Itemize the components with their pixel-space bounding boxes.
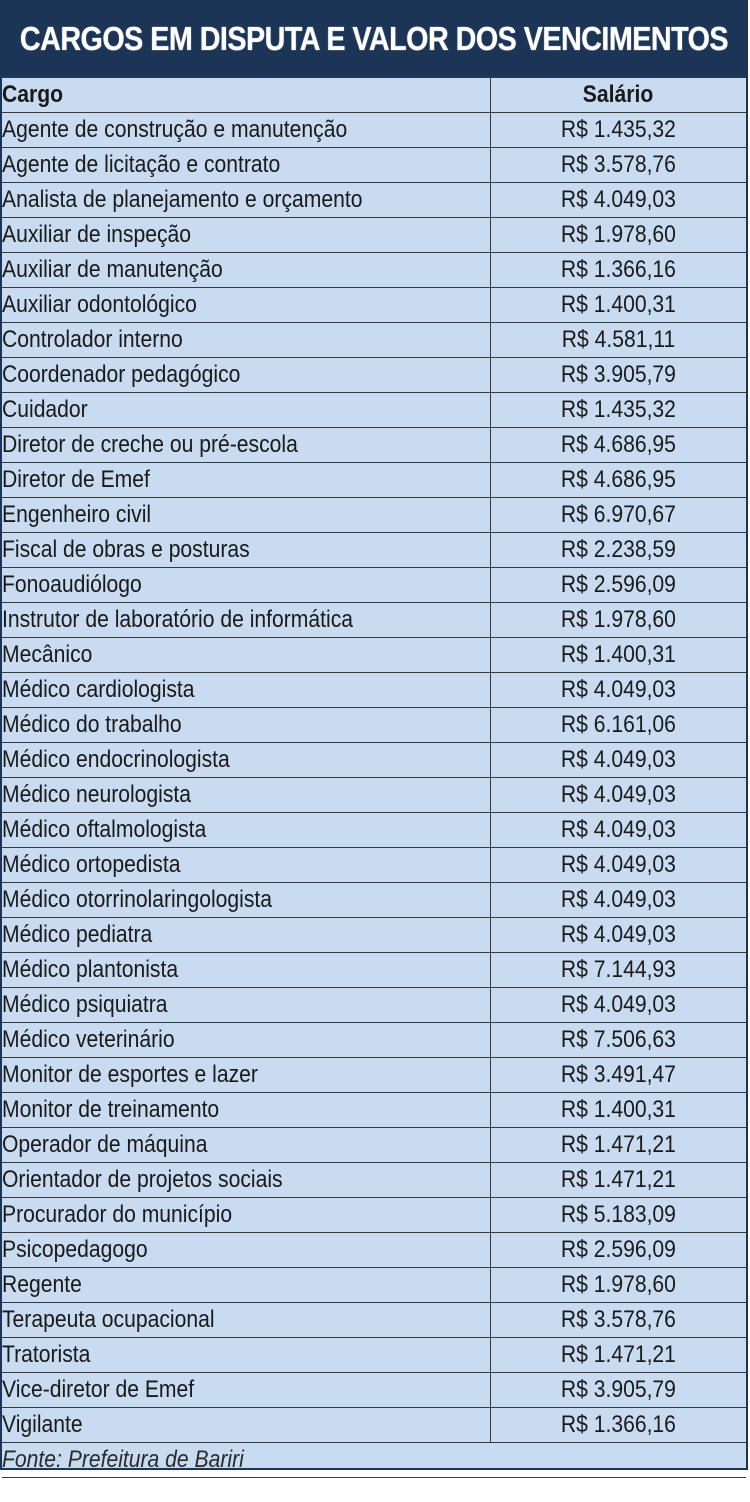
salario-cell: R$ 7.144,93 — [490, 953, 746, 988]
salario-cell: R$ 3.578,76 — [490, 148, 746, 183]
table-row — [2, 603, 746, 638]
cargo-cell: Instrutor de laboratório de informática — [2, 603, 490, 638]
cargo-cell: Médico do trabalho — [2, 708, 490, 743]
cargo-cell: Engenheiro civil — [2, 498, 490, 533]
table-row — [2, 113, 746, 148]
cargo-cell: Fiscal de obras e posturas — [2, 533, 490, 568]
table-row — [2, 323, 746, 358]
source-row — [2, 1443, 746, 1478]
salario-cell: R$ 1.471,21 — [490, 1128, 746, 1163]
table-row — [2, 1128, 746, 1163]
cargo-cell: Monitor de treinamento — [2, 1093, 490, 1128]
table-row — [2, 253, 746, 288]
salario-cell: R$ 4.049,03 — [490, 848, 746, 883]
salario-cell: R$ 1.471,21 — [490, 1338, 746, 1373]
salario-cell: R$ 3.491,47 — [490, 1058, 746, 1093]
cargo-cell: Médico endocrinologista — [2, 743, 490, 778]
salario-cell: R$ 1.471,21 — [490, 1163, 746, 1198]
cargo-cell: Auxiliar odontológico — [2, 288, 490, 323]
salario-cell: R$ 3.905,79 — [490, 358, 746, 393]
cargo-cell: Agente de licitação e contrato — [2, 148, 490, 183]
cargo-cell: Agente de construção e manutenção — [2, 113, 490, 148]
salario-cell: R$ 7.506,63 — [490, 1023, 746, 1058]
salario-cell: R$ 4.049,03 — [490, 813, 746, 848]
salario-cell: R$ 4.049,03 — [490, 673, 746, 708]
salario-cell: R$ 4.581,11 — [490, 323, 746, 358]
cargo-cell: Auxiliar de inspeção — [2, 218, 490, 253]
table-row — [2, 708, 746, 743]
cargo-cell: Cuidador — [2, 393, 490, 428]
table-row — [2, 428, 746, 463]
cargo-cell: Médico pediatra — [2, 918, 490, 953]
table-row — [2, 638, 746, 673]
salario-cell: R$ 4.049,03 — [490, 183, 746, 218]
cargo-cell: Fonoaudiólogo — [2, 568, 490, 603]
cargo-cell: Médico otorrinolaringologista — [2, 883, 490, 918]
salario-cell: R$ 1.435,32 — [490, 393, 746, 428]
salario-cell: R$ 4.049,03 — [490, 743, 746, 778]
cargo-cell: Vigilante — [2, 1408, 490, 1443]
table-row — [2, 1373, 746, 1408]
salario-cell: R$ 4.049,03 — [490, 988, 746, 1023]
salario-cell: R$ 1.366,16 — [490, 1408, 746, 1443]
cargo-cell: Procurador do município — [2, 1198, 490, 1233]
cargo-cell: Médico veterinário — [2, 1023, 490, 1058]
cargo-cell: Controlador interno — [2, 323, 490, 358]
table-row — [2, 883, 746, 918]
cargo-cell: Operador de máquina — [2, 1128, 490, 1163]
salario-cell: R$ 4.686,95 — [490, 428, 746, 463]
table-row — [2, 918, 746, 953]
table-row — [2, 498, 746, 533]
table-row — [2, 1408, 746, 1443]
salario-cell: R$ 1.400,31 — [490, 638, 746, 673]
table-row — [2, 1233, 746, 1268]
table-row — [2, 988, 746, 1023]
table-row — [2, 393, 746, 428]
salary-table — [2, 78, 746, 1478]
cargo-cell: Diretor de creche ou pré-escola — [2, 428, 490, 463]
source-note: Fonte: Prefeitura de Bariri — [2, 1443, 746, 1478]
table-row — [2, 673, 746, 708]
table-row — [2, 463, 746, 498]
salario-cell: R$ 1.400,31 — [490, 288, 746, 323]
table-row — [2, 183, 746, 218]
cargo-cell: Médico cardiologista — [2, 673, 490, 708]
cargo-cell: Orientador de projetos sociais — [2, 1163, 490, 1198]
table-row — [2, 848, 746, 883]
table-row — [2, 218, 746, 253]
table-title: CARGOS EM DISPUTA E VALOR DOS VENCIMENTOS — [19, 20, 729, 57]
salario-cell: R$ 2.596,09 — [490, 1233, 746, 1268]
salario-cell: R$ 1.978,60 — [490, 603, 746, 638]
salario-cell: R$ 6.161,06 — [490, 708, 746, 743]
table-row — [2, 813, 746, 848]
cargo-cell: Diretor de Emef — [2, 463, 490, 498]
table-header-row — [2, 78, 746, 113]
table-row — [2, 1023, 746, 1058]
cargo-cell: Auxiliar de manutenção — [2, 253, 490, 288]
salario-cell: R$ 4.049,03 — [490, 918, 746, 953]
cargo-cell: Monitor de esportes e lazer — [2, 1058, 490, 1093]
cargo-cell: Médico psiquiatra — [2, 988, 490, 1023]
table-row — [2, 1198, 746, 1233]
table-row — [2, 1163, 746, 1198]
salario-cell: R$ 6.970,67 — [490, 498, 746, 533]
salario-cell: R$ 2.238,59 — [490, 533, 746, 568]
table-row — [2, 953, 746, 988]
salario-cell: R$ 1.978,60 — [490, 218, 746, 253]
salario-cell: R$ 4.686,95 — [490, 463, 746, 498]
cargo-cell: Médico plantonista — [2, 953, 490, 988]
title-bar — [2, 2, 746, 78]
salario-cell: R$ 1.366,16 — [490, 253, 746, 288]
cargo-cell: Médico neurologista — [2, 778, 490, 813]
table-row — [2, 1093, 746, 1128]
cargo-cell: Analista de planejamento e orçamento — [2, 183, 490, 218]
table-row — [2, 1338, 746, 1373]
salario-cell: R$ 4.049,03 — [490, 778, 746, 813]
table-row — [2, 1058, 746, 1093]
table-row — [2, 358, 746, 393]
column-header-cargo: Cargo — [2, 78, 490, 113]
table-row — [2, 288, 746, 323]
table-row — [2, 1268, 746, 1303]
cargo-cell: Regente — [2, 1268, 490, 1303]
cargo-cell: Vice-diretor de Emef — [2, 1373, 490, 1408]
salario-cell: R$ 5.183,09 — [490, 1198, 746, 1233]
salario-cell: R$ 3.905,79 — [490, 1373, 746, 1408]
table-body — [2, 113, 746, 1443]
table-row — [2, 568, 746, 603]
column-header-salario: Salário — [490, 78, 746, 113]
cargo-cell: Terapeuta ocupacional — [2, 1303, 490, 1338]
table-row — [2, 743, 746, 778]
salario-cell: R$ 1.400,31 — [490, 1093, 746, 1128]
cargo-cell: Mecânico — [2, 638, 490, 673]
table-row — [2, 1303, 746, 1338]
salario-cell: R$ 2.596,09 — [490, 568, 746, 603]
salario-cell: R$ 4.049,03 — [490, 883, 746, 918]
cargo-cell: Médico ortopedista — [2, 848, 490, 883]
salario-cell: R$ 1.978,60 — [490, 1268, 746, 1303]
salario-cell: R$ 3.578,76 — [490, 1303, 746, 1338]
cargo-cell: Coordenador pedagógico — [2, 358, 490, 393]
cargo-cell: Tratorista — [2, 1338, 490, 1373]
cargo-cell: Psicopedagogo — [2, 1233, 490, 1268]
table-row — [2, 778, 746, 813]
table-row — [2, 533, 746, 568]
salario-cell: R$ 1.435,32 — [490, 113, 746, 148]
cargo-cell: Médico oftalmologista — [2, 813, 490, 848]
table-row — [2, 148, 746, 183]
